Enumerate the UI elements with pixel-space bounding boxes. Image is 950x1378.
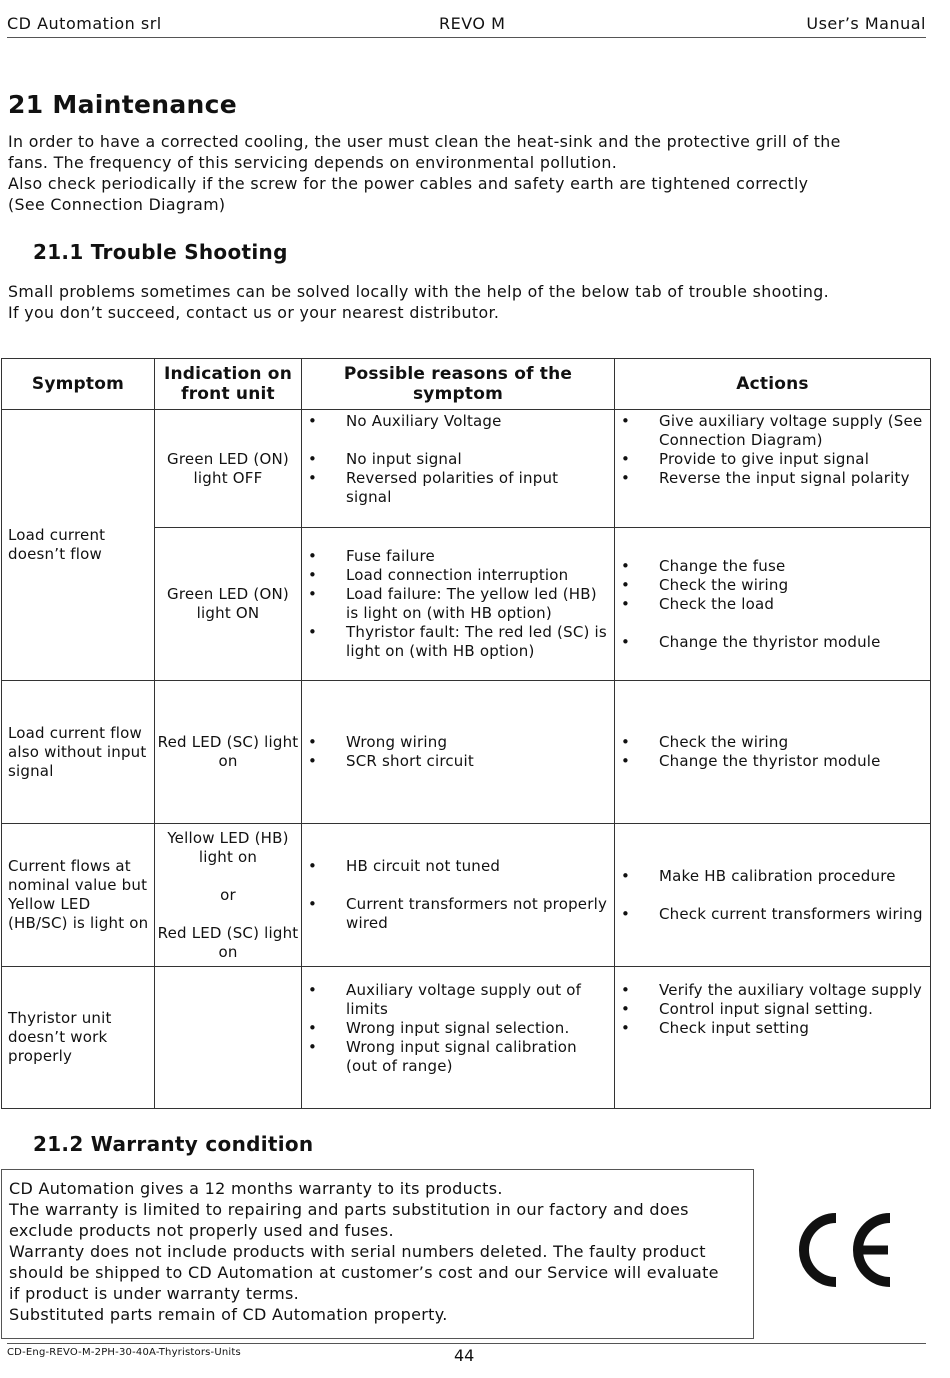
table-row [2, 681, 931, 824]
trouble-table [1, 358, 931, 1109]
list-item: • Check current transformers wiring [615, 905, 930, 924]
reasons-cell [302, 528, 615, 681]
indication-cell: Green LED (ON) light OFF [155, 410, 302, 528]
list-item: • Thyristor fault: The red led (SC) is light on (with HB option) [302, 623, 614, 661]
text-line: if product is under warranty terms. [9, 1284, 300, 1303]
indication-cell [155, 967, 302, 1109]
indication-cell [155, 824, 302, 967]
indication-cell: Green LED (ON) light ON [155, 528, 302, 681]
actions-cell [615, 410, 931, 528]
symptom-cell: Thyristor unit doesn’t work properly [2, 967, 155, 1109]
col-header: Symptom [2, 359, 155, 410]
text-line: In order to have a corrected cooling, the user must clean the heat-sink and the protective grill of the [8, 132, 841, 151]
indication-line: Red LED (SC) light on [157, 923, 299, 961]
trouble-title: 21.1 Trouble Shooting [33, 240, 288, 264]
list-item: • No input signal [302, 450, 614, 469]
list-item: • Wrong input signal calibration (out of range) [302, 1038, 614, 1076]
actions-cell [615, 967, 931, 1109]
actions-cell [615, 824, 931, 967]
list-item: • Make HB calibration procedure [615, 867, 930, 886]
text-line: (See Connection Diagram) [8, 195, 226, 214]
list-item: • Check input setting [615, 1019, 930, 1038]
list-item: • Check the wiring [615, 733, 930, 752]
text-line: The warranty is limited to repairing and parts substitution in our factory and does [9, 1200, 689, 1219]
list-item: • Load connection interruption [302, 566, 614, 585]
maintenance-text [8, 131, 928, 215]
document-code: CD-Eng-REVO-M-2PH-30-40A-Thyristors-Units [7, 1347, 241, 1358]
list-item: • Provide to give input signal [615, 450, 930, 469]
col-header: Actions [615, 359, 931, 410]
table-row [2, 824, 931, 967]
list-item: • HB circuit not tuned [302, 857, 614, 876]
header-manual: User’s Manual [806, 14, 926, 33]
text-line: Also check periodically if the screw for the power cables and safety earth are tightened correctly [8, 174, 809, 193]
section-title: 21 Maintenance [8, 90, 237, 119]
list-item: • Wrong wiring [302, 733, 614, 752]
ce-mark-icon [790, 1210, 894, 1290]
page-footer [7, 1343, 926, 1365]
warranty-box [1, 1169, 754, 1339]
list-item: • Reversed polarities of input signal [302, 469, 614, 507]
text-line: CD Automation gives a 12 months warranty to its products. [9, 1179, 503, 1198]
header-product: REVO M [439, 14, 506, 33]
symptom-cell: Current flows at nominal value but Yellow LED (HB/SC) is light on [2, 824, 155, 967]
list-item: • Verify the auxiliary voltage supply [615, 981, 930, 1000]
list-item: • Change the thyristor module [615, 752, 930, 771]
list-item: • Wrong input signal selection. [302, 1019, 614, 1038]
page-number: 44 [454, 1346, 475, 1365]
col-header: Indication on front unit [155, 359, 302, 410]
col-header: Possible reasons of the symptom [302, 359, 615, 410]
list-item: • Change the thyristor module [615, 633, 930, 652]
indication-or: or [220, 885, 236, 904]
symptom-cell: Load current flow also without input signal [2, 681, 155, 824]
table-row [2, 967, 931, 1109]
table-header-row [2, 359, 931, 410]
list-item: • Give auxiliary voltage supply (See Connection Diagram) [615, 412, 930, 450]
text-line: Small problems sometimes can be solved locally with the help of the below tab of trouble shooting. [8, 282, 830, 301]
header-company: CD Automation srl [7, 14, 162, 33]
list-item: • Change the fuse [615, 557, 930, 576]
page-header [7, 13, 926, 38]
reasons-cell [302, 824, 615, 967]
text-line: exclude products not properly used and fuses. [9, 1221, 394, 1240]
list-item: • Load failure: The yellow led (HB) is light on (with HB option) [302, 585, 614, 623]
actions-cell [615, 528, 931, 681]
text-line: Substituted parts remain of CD Automation property. [9, 1305, 448, 1324]
text-line: fans. The frequency of this servicing depends on environmental pollution. [8, 153, 618, 172]
reasons-cell [302, 967, 615, 1109]
list-item: • Current transformers not properly wired [302, 895, 614, 933]
trouble-text [8, 281, 928, 323]
list-item: • Check the wiring [615, 576, 930, 595]
indication-cell: Red LED (SC) light on [155, 681, 302, 824]
text-line: should be shipped to CD Automation at customer’s cost and our Service will evaluate [9, 1263, 719, 1282]
list-item: • No Auxiliary Voltage [302, 412, 614, 431]
indication-line: Yellow LED (HB) light on [167, 828, 289, 866]
list-item: • Fuse failure [302, 547, 614, 566]
list-item: • Reverse the input signal polarity [615, 469, 930, 488]
text-line: If you don’t succeed, contact us or your nearest distributor. [8, 303, 500, 322]
actions-cell [615, 681, 931, 824]
table-row [2, 410, 931, 528]
warranty-title: 21.2 Warranty condition [33, 1132, 314, 1156]
reasons-cell [302, 410, 615, 528]
list-item: • Control input signal setting. [615, 1000, 930, 1019]
list-item: • Check the load [615, 595, 930, 614]
symptom-cell: Load current doesn’t flow [2, 410, 155, 681]
reasons-cell [302, 681, 615, 824]
text-line: Warranty does not include products with serial numbers deleted. The faulty product [9, 1242, 706, 1261]
list-item: • SCR short circuit [302, 752, 614, 771]
list-item: • Auxiliary voltage supply out of limits [302, 981, 614, 1019]
